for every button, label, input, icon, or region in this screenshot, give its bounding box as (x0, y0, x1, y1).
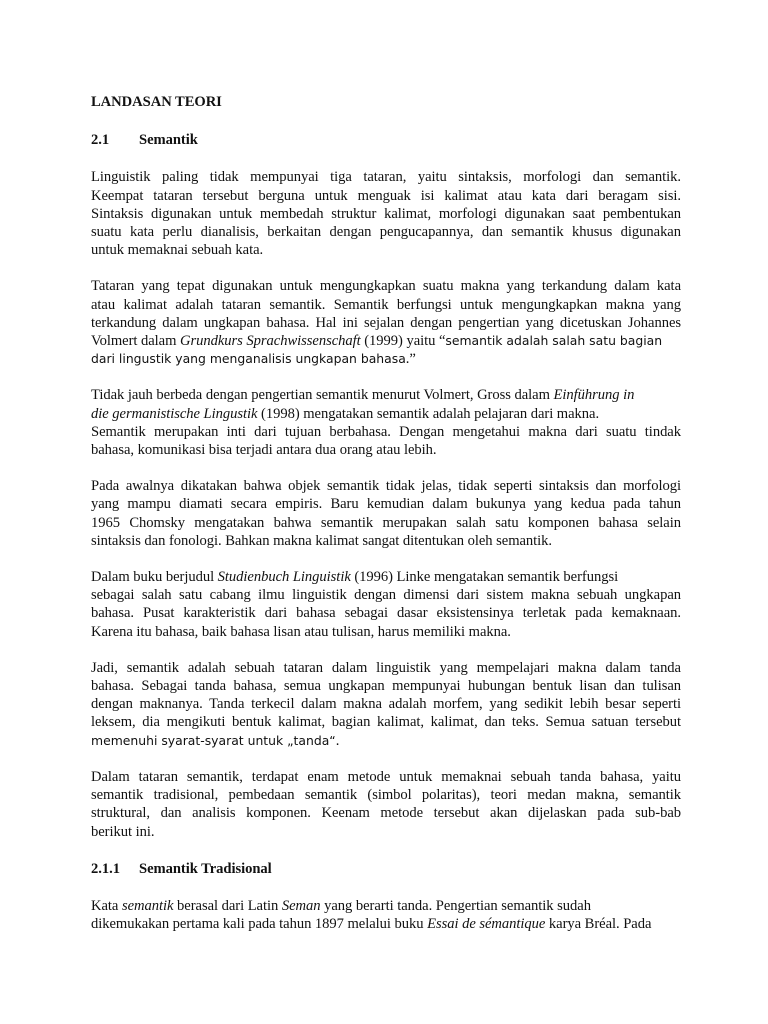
text-line: leksem, dia mengikuti bentuk kalimat, bagian kalimat, kalimat, dan teks. Semua satuan tersebut (91, 714, 681, 731)
text-run: (1999) yaitu “ (360, 333, 446, 350)
text-run: Tidak jauh berbeda dengan pengertian semantik menurut Volmert, Gross dalam (91, 387, 554, 404)
paragraph (91, 768, 681, 841)
text-line: dengan maknanya. Tanda terkecil dalam makna adalah morfem, yang sedikit lebih besar seperti (91, 696, 681, 713)
text-line: terkandung dalam ungkapan bahasa. Hal ini sejalan dengan pengertian yang dicetuskan Johannes (91, 314, 681, 331)
paragraph (91, 897, 681, 933)
book-title: die germanistische Lingustik (91, 405, 258, 422)
text-line: untuk memaknai sebuah kata. (91, 242, 264, 259)
term: Seman (281, 897, 321, 914)
term: semantik (121, 897, 174, 914)
text-run: . (335, 732, 340, 749)
paragraph (91, 386, 681, 459)
text-line: Tataran yang tepat digunakan untuk mengungkapkan suatu makna yang terkandung dalam kata (91, 278, 681, 295)
text-line: semantik tradisional, pembedaan semantik (simbol polaritas), teori medan makna, semantik (91, 787, 681, 804)
text-line (91, 915, 681, 933)
text-run: berasal dari Latin (173, 897, 282, 914)
text-line: sintaksis dan fonologi. Bahkan makna kalimat sangat ditentukan oleh semantik. (91, 532, 553, 549)
text-line (91, 386, 681, 404)
text-line: 1965 Chomsky mengatakan bahwa semantik merupakan salah satu komponen bahasa selain (91, 514, 681, 531)
text-run: karya Bréal. Pada (545, 916, 652, 933)
text-line: struktural, dan analisis komponen. Keenam metode tersebut akan dijelaskan pada sub-bab (91, 805, 681, 822)
text-line: Pada awalnya dikatakan bahwa objek semantik tidak jelas, tidak seperti sintaksis dan morfologi (91, 478, 681, 495)
text-line (91, 405, 681, 423)
section-number: 2.1 (91, 132, 110, 149)
section-heading (91, 131, 681, 149)
text-line: berikut ini. (91, 823, 155, 840)
text-line: sebagai salah satu cabang ilmu linguistik dengan dimensi dari sistem makna sebuah ungkapan (91, 587, 681, 604)
section-title: Semantik (139, 132, 198, 149)
subsection-title: Semantik Tradisional (139, 860, 272, 877)
text-line: bahasa. Sebagai tanda bahasa, semua ungkapan mempunyai hubungan bentuk lisan dan tulisan (91, 678, 681, 695)
document-title: LANDASAN TEORI (91, 94, 222, 110)
subsection-heading (91, 860, 681, 878)
text-run: Dalam buku berjudul (91, 569, 218, 586)
text-line (91, 568, 681, 586)
text-line: Keempat tataran tersebut berguna untuk menguak isi kalimat atau kata dari beragam sisi. (91, 187, 681, 204)
text-line: Jadi, semantik adalah sebuah tataran dalam linguistik yang mempelajari makna dalam tanda (91, 659, 681, 676)
quote-text: dari lingustik yang menganalisis ungkapan bahasa (91, 351, 406, 367)
text-line (91, 350, 681, 368)
text-line: Dalam tataran semantik, terdapat enam metode untuk memaknai sebuah tanda bahasa, yaitu (91, 768, 681, 785)
quote-text: memenuhi syarat-syarat untuk „tanda“ (91, 732, 336, 748)
book-title: Grundkurs Sprachwissenschaft (180, 333, 361, 350)
book-title: Studienbuch Linguistik (217, 569, 351, 586)
text-line: atau kalimat adalah tataran semantik. Semantik berfungsi untuk mengungkapkan makna yang (91, 296, 681, 313)
paragraph (91, 477, 681, 550)
text-line: bahasa. Pusat karakteristik dari bahasa sebagai dasar eksistensinya terletak pada kemaknaan. (91, 605, 681, 622)
paragraph (91, 659, 681, 750)
text-line: suatu kata perlu dianalisis, berkaitan dengan pengucapannya, dan semantik khusus digunakan (91, 224, 681, 241)
quote-text: semantik adalah salah satu bagian (445, 333, 663, 349)
paragraph (91, 277, 681, 368)
text-run: Volmert dalam (91, 333, 181, 350)
text-line (91, 897, 681, 915)
text-run: dikemukakan pertama kali pada tahun 1897 melalui buku (91, 916, 428, 933)
book-title: Essai de sémantique (427, 916, 546, 933)
paragraph (91, 168, 681, 259)
text-line: Linguistik paling tidak mempunyai tiga tataran, yaitu sintaksis, morfologi dan semantik. (91, 169, 681, 186)
document-body (91, 93, 681, 951)
text-line: Karena itu bahasa, baik bahasa lisan atau tulisan, harus memiliki makna. (91, 623, 511, 640)
text-line: yang mampu diamati secara empiris. Baru kemudian dalam bukunya yang kedua pada tahun (91, 496, 681, 513)
text-run: (1998) mengatakan semantik adalah pelajaran dari makna. (257, 405, 600, 422)
text-run: (1996) Linke mengatakan semantik berfungsi (350, 569, 619, 586)
text-run: Kata (91, 897, 122, 914)
text-run: yang berarti tanda. Pengertian semantik sudah (320, 897, 591, 914)
subsection-number: 2.1.1 (91, 860, 120, 877)
text-line (91, 332, 681, 350)
text-line: Semantik merupakan inti dari tujuan berbahasa. Dengan mengetahui makna dari suatu tindak (91, 423, 681, 440)
paragraph (91, 568, 681, 641)
book-title: Einführung in (553, 387, 635, 404)
text-line: Sintaksis digunakan untuk membedah struktur kalimat, morfologi digunakan saat pembentukan (91, 205, 681, 222)
text-line (91, 732, 681, 750)
text-line: bahasa, komunikasi bisa terjadi antara dua orang atau lebih. (91, 442, 437, 459)
text-run: .” (405, 351, 416, 368)
